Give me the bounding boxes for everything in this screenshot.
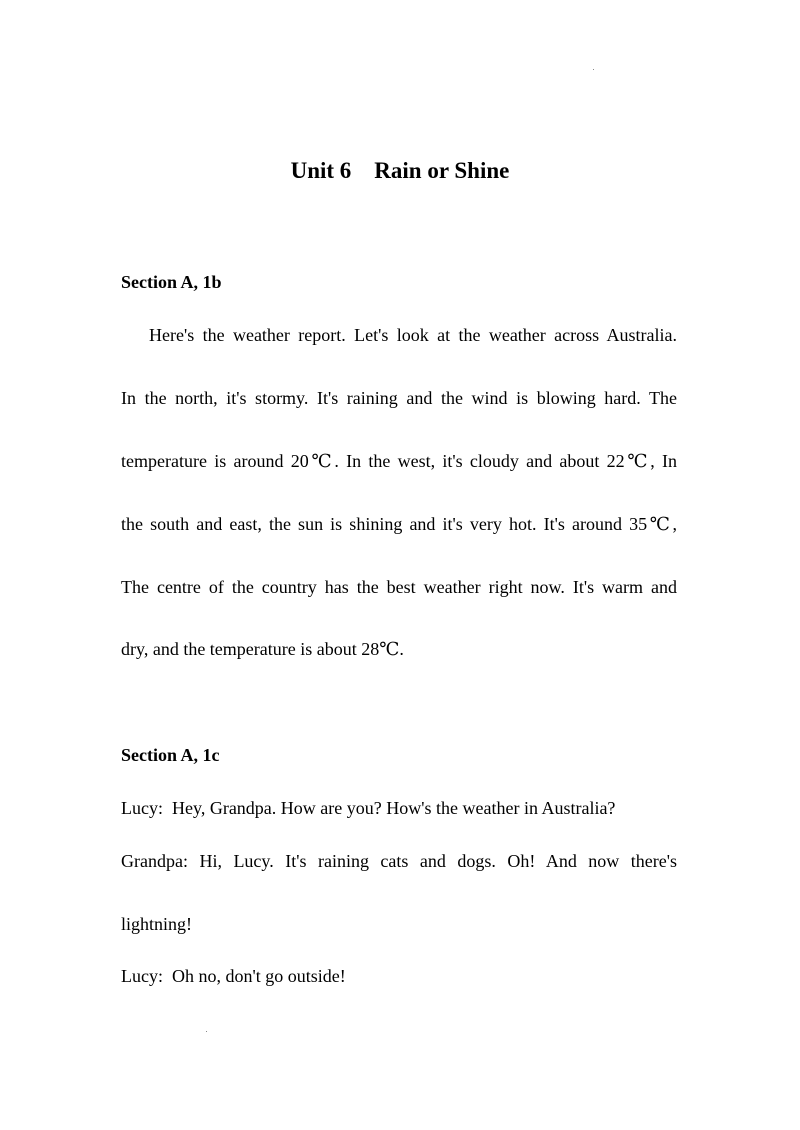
dialog-speaker: Lucy: xyxy=(121,966,163,986)
dialog-line xyxy=(121,798,677,819)
paragraph-line: temperature is around 20℃. In the west, it's cloudy and about 22℃, In xyxy=(121,451,677,471)
dialog-speaker: Lucy: xyxy=(121,798,163,818)
dialog-text: Hey, Grandpa. How are you? How's the weather in Australia? xyxy=(163,798,616,818)
dialog-text: lightning! xyxy=(121,914,192,934)
dialog-text: Oh no, don't go outside! xyxy=(163,966,346,986)
section-heading-1c: Section A, 1c xyxy=(121,745,220,765)
paragraph-line: The centre of the country has the best weather right now. It's warm and xyxy=(121,577,677,597)
page-speck xyxy=(593,69,594,70)
paragraph-line: Here's the weather report. Let's look at the weather across Australia. xyxy=(149,325,677,345)
section-heading-1b: Section A, 1b xyxy=(121,272,222,292)
dialog-text: Hi, Lucy. It's raining cats and dogs. Oh! And now there's xyxy=(187,851,677,871)
page-title: Unit 6 Rain or Shine xyxy=(290,158,510,183)
dialog-line xyxy=(121,851,677,872)
dialog-speaker: Grandpa: xyxy=(121,851,188,871)
dialog-line xyxy=(121,966,677,987)
paragraph-line: the south and east, the sun is shining and it's very hot. It's around 35℃, xyxy=(121,514,677,534)
paragraph-line: In the north, it's stormy. It's raining and the wind is blowing hard. The xyxy=(121,388,677,408)
page-speck xyxy=(206,1031,207,1032)
dialog-line xyxy=(121,914,677,935)
paragraph-line: dry, and the temperature is about 28℃. xyxy=(121,639,404,659)
